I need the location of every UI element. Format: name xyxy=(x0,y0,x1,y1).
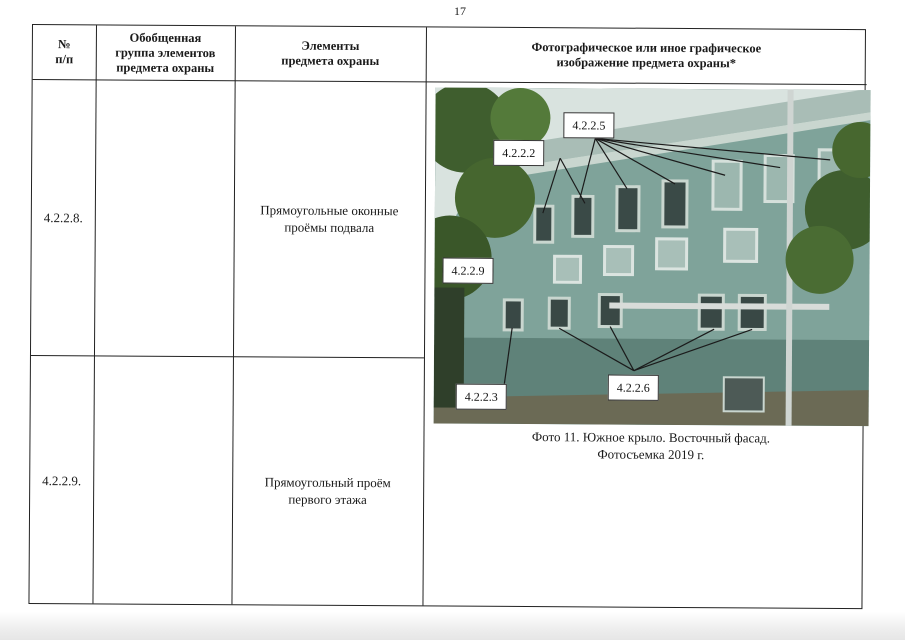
row-element: Прямоугольные оконные проёмы подвала xyxy=(260,202,399,236)
scan-edge xyxy=(0,612,905,640)
header-number: № п/п xyxy=(55,37,74,67)
row-group xyxy=(94,79,235,356)
row-number: 4.2.2.9. xyxy=(42,472,82,488)
row-number: 4.2.2.8. xyxy=(43,209,83,225)
header-image: Фотографическое или иное графическое изображение предмета охраны* xyxy=(531,40,762,71)
page-number: 17 xyxy=(454,4,466,18)
row-element: Прямоугольный проём первого этажа xyxy=(264,474,391,508)
photo-caption: Фото 11. Южное крыло. Восточный фасад. Фотосъемка 2019 г. xyxy=(531,429,771,463)
callout-4-2-2-5: 4.2.2.5 xyxy=(563,112,614,138)
header-group: Обобщенная группа элементов предмета охраны xyxy=(115,30,216,75)
row-group xyxy=(92,355,233,606)
callout-4-2-2-2: 4.2.2.2 xyxy=(493,140,544,166)
callout-4-2-2-3: 4.2.2.3 xyxy=(456,384,507,410)
header-elements: Элементы предмета охраны xyxy=(281,38,380,69)
facade-photo xyxy=(434,87,871,426)
callout-4-2-2-6: 4.2.2.6 xyxy=(608,375,659,401)
heritage-table xyxy=(28,24,866,609)
callout-4-2-2-9: 4.2.2.9 xyxy=(442,258,493,284)
